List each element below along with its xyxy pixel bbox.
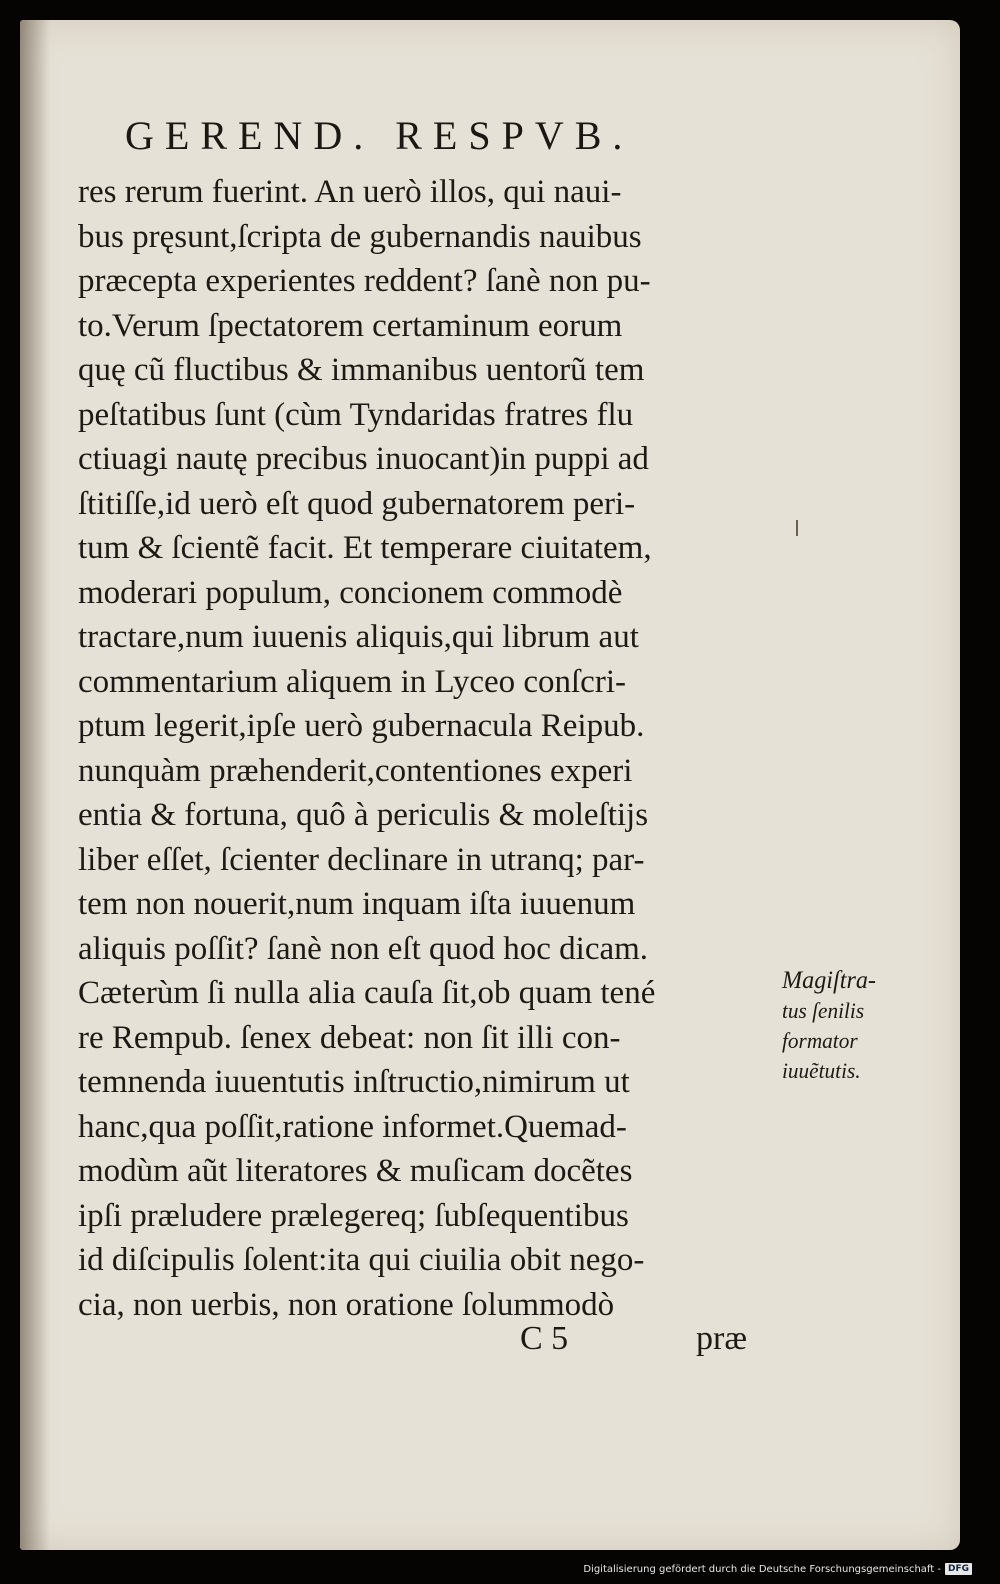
text-line: ctiuagi nautę precibus inuocant)in puppi ad bbox=[78, 441, 649, 477]
body-text bbox=[78, 170, 768, 1327]
text-line: ſtitiſſe,id uerò eſt quod gubernatorem peri- bbox=[78, 485, 636, 522]
text-line: hanc,qua poſſit,ratione informet.Quemad- bbox=[78, 1108, 627, 1145]
text-line: moderari populum, concionem commodè bbox=[78, 574, 623, 611]
text-line: aliquis poſſit? ſanè non eſt quod hoc dicam. bbox=[78, 930, 649, 967]
marginal-note-line: tus ſenilis bbox=[782, 998, 865, 1023]
text-line: tem non nouerit,num inquam iſta iuuenum bbox=[78, 886, 636, 922]
book-page bbox=[20, 20, 960, 1550]
text-line: modùm aũt literatores & muſicam docẽtes bbox=[78, 1153, 633, 1189]
text-line: tractare,num iuuenis aliquis,qui librum aut bbox=[78, 619, 639, 655]
signature-mark: C 5 bbox=[520, 1320, 569, 1357]
text-line: tum & ſcientẽ facit. Et temperare ciuitatem, bbox=[78, 530, 652, 566]
text-line: entia & fortuna, quô à periculis & moleſtijs bbox=[78, 797, 649, 833]
text-line: Cæterùm ſi nulla alia cauſa ſit,ob quam tené bbox=[78, 975, 656, 1011]
text-line: res rerum fuerint. An uerò illos, qui naui- bbox=[78, 174, 622, 210]
dfg-logo: DFG bbox=[945, 1563, 972, 1575]
margin-mark bbox=[796, 520, 798, 536]
marginal-note-line: formator bbox=[782, 1028, 858, 1053]
gutter-shadow bbox=[20, 20, 50, 1550]
text-line: ipſi præludere prælegereq; ſubſequentibus bbox=[78, 1197, 629, 1234]
marginal-note bbox=[782, 966, 932, 1086]
text-line: cia, non uerbis, non oratione ſolummodò bbox=[78, 1286, 615, 1323]
text-line: liber eſſet, ſcienter declinare in utranq; par- bbox=[78, 841, 645, 878]
digitization-credit bbox=[583, 1563, 972, 1575]
text-line: quę cũ fluctibus & immanibus uentorũ tem bbox=[78, 352, 645, 388]
catchword: præ bbox=[696, 1320, 747, 1357]
running-head: GEREND. RESPVB. bbox=[125, 113, 634, 158]
text-line: id diſcipulis ſolent:ita qui ciuilia obit nego- bbox=[78, 1242, 645, 1278]
text-line: temnenda iuuentutis inſtructio,nimirum ut bbox=[78, 1064, 630, 1100]
marginal-note-line: Magiſtra- bbox=[782, 967, 876, 994]
credit-text: Digitalisierung gefördert durch die Deutsche Forschungsgemeinschaft - bbox=[583, 1563, 941, 1575]
text-line: præcepta experientes reddent? ſanè non pu- bbox=[78, 263, 651, 299]
text-line: ptum legerit,ipſe uerò gubernacula Reipub. bbox=[78, 708, 645, 744]
text-line: commentarium aliquem in Lyceo conſcri- bbox=[78, 663, 626, 700]
text-line: bus pręsunt,ſcripta de gubernandis nauibus bbox=[78, 218, 642, 255]
text-line: peſtatibus ſunt (cùm Tyndaridas fratres flu bbox=[78, 396, 634, 433]
marginal-note-line: iuuẽtutis. bbox=[782, 1058, 861, 1083]
text-line: re Rempub. ſenex debeat: non ſit illi con- bbox=[78, 1019, 621, 1056]
text-line: to.Verum ſpectatorem certaminum eorum bbox=[78, 307, 623, 344]
text-line: nunquàm præhenderit,contentiones experi bbox=[78, 752, 633, 789]
